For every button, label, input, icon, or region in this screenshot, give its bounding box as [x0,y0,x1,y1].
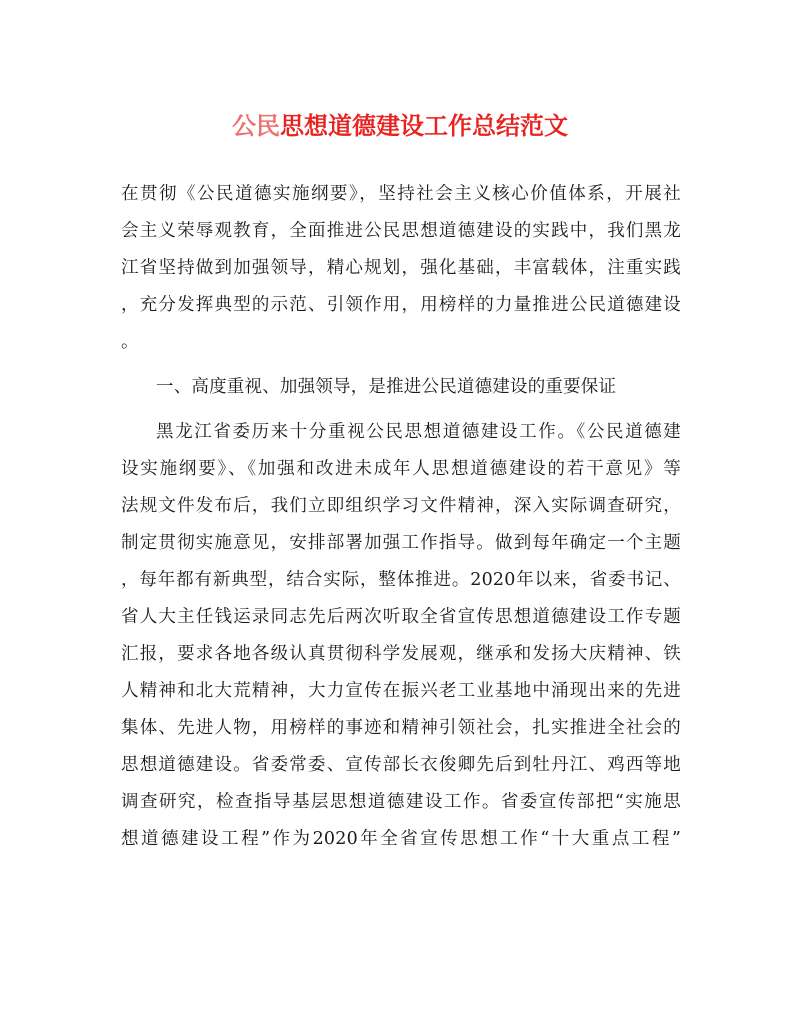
paragraph-line: 会主义荣辱观教育，全面推进公民思想道德建设的实践中，我们黑龙 [121,221,681,241]
document-body [121,176,681,858]
paragraph-line: 制定贯彻实施意见，安排部署加强工作指导。做到每年确定一个主题 [121,533,681,553]
paragraph-line: 调查研究，检查指导基层思想道德建设工作。省委宣传部把“实施思 [121,792,681,812]
paragraph-line: 在贯彻《公民道德实施纲要》，坚持社会主义核心价值体系，开展社 [121,184,681,204]
paragraph-line: ，充分发挥典型的示范、引领作用，用榜样的力量推进公民道德建设 [121,295,681,315]
paragraph-line: 江省坚持做到加强领导，精心规划，强化基础，丰富载体，注重实践 [121,258,681,278]
section-heading: 一、高度重视、加强领导，是推进公民道德建设的重要保证 [156,377,617,397]
paragraph-line: 黑龙江省委历来十分重视公民思想道德建设工作。《公民道德建 [156,422,681,442]
title-part-2: 思想道德建设工作总结范文 [280,111,568,140]
paragraph-line: 省人大主任钱运录同志先后两次听取全省宣传思想道德建设工作专题 [121,607,681,627]
title-part-1: 公民 [232,111,280,140]
paragraph-line: 集体、先进人物，用榜样的事迹和精神引领社会，扎实推进全社会的 [121,718,681,738]
paragraph-line: 思想道德建设。省委常委、宣传部长衣俊卿先后到牡丹江、鸡西等地 [121,755,681,775]
paragraph-line: 。 [121,332,139,352]
paragraph-line: 法规文件发布后，我们立即组织学习文件精神，深入实际调查研究， [121,496,681,516]
paragraph-line: 汇报，要求各地各级认真贯彻科学发展观，继承和发扬大庆精神、铁 [121,644,681,664]
paragraph-line: 设实施纲要》、《加强和改进未成年人思想道德建设的若干意见》等 [121,459,681,479]
page-title [0,108,800,144]
paragraph-line: 人精神和北大荒精神，大力宣传在振兴老工业基地中涌现出来的先进 [121,681,681,701]
paragraph-line: ，每年都有新典型，结合实际，整体推进。2020年以来，省委书记、 [121,570,681,590]
paragraph-line: 想道德建设工程”作为2020年全省宣传思想工作“十大重点工程” [121,829,681,849]
